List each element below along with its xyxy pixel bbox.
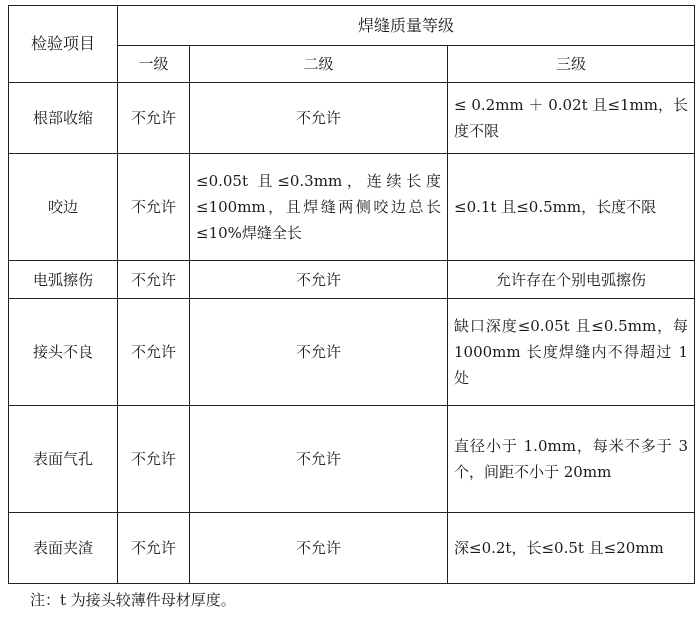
table-footnote: 注：t 为接头较薄件母材厚度。 (30, 591, 236, 609)
grade-3-cell: ≤0.1t 且≤0.5mm，长度不限 (448, 154, 695, 261)
grade-3-cell: ≤ 0.2mm ＋ 0.02t 且≤1mm，长度不限 (448, 83, 695, 154)
table-row (9, 83, 695, 154)
row-item-label: 根部收缩 (9, 83, 118, 154)
header-inspection-item: 检验项目 (9, 6, 118, 83)
header-grade-3: 三级 (448, 46, 695, 83)
grade-2-cell: 不允许 (190, 83, 448, 154)
header-grade-1: 一级 (118, 46, 190, 83)
header-row-1 (9, 6, 695, 46)
table-row (9, 261, 695, 299)
row-item-label: 表面夹渣 (9, 513, 118, 584)
grade-1-cell: 不允许 (118, 299, 190, 406)
grade-3-cell: 直径小于 1.0mm，每米不多于 3 个，间距不小于 20mm (448, 406, 695, 513)
grade-1-cell: 不允许 (118, 154, 190, 261)
grade-2-cell: 不允许 (190, 513, 448, 584)
row-item-label: 表面气孔 (9, 406, 118, 513)
weld-quality-table (8, 5, 695, 584)
row-item-label: 接头不良 (9, 299, 118, 406)
grade-1-cell: 不允许 (118, 83, 190, 154)
table-row (9, 154, 695, 261)
table-row (9, 299, 695, 406)
grade-1-cell: 不允许 (118, 406, 190, 513)
grade-3-cell: 缺口深度≤0.05t 且≤0.5mm，每 1000mm 长度焊缝内不得超过 1 处 (448, 299, 695, 406)
grade-1-cell: 不允许 (118, 513, 190, 584)
grade-3-cell: 深≤0.2t，长≤0.5t 且≤20mm (448, 513, 695, 584)
header-grade-2: 二级 (190, 46, 448, 83)
row-item-label: 电弧擦伤 (9, 261, 118, 299)
row-item-label: 咬边 (9, 154, 118, 261)
table-row (9, 406, 695, 513)
grade-2-cell: ≤0.05t 且≤0.3mm，连续长度≤100mm，且焊缝两侧咬边总长≤10%焊缝全长 (190, 154, 448, 261)
header-weld-quality-grade: 焊缝质量等级 (118, 6, 695, 46)
table-row (9, 513, 695, 584)
grade-2-cell: 不允许 (190, 261, 448, 299)
grade-2-cell: 不允许 (190, 299, 448, 406)
grade-3-cell: 允许存在个别电弧擦伤 (448, 261, 695, 299)
grade-1-cell: 不允许 (118, 261, 190, 299)
grade-2-cell: 不允许 (190, 406, 448, 513)
